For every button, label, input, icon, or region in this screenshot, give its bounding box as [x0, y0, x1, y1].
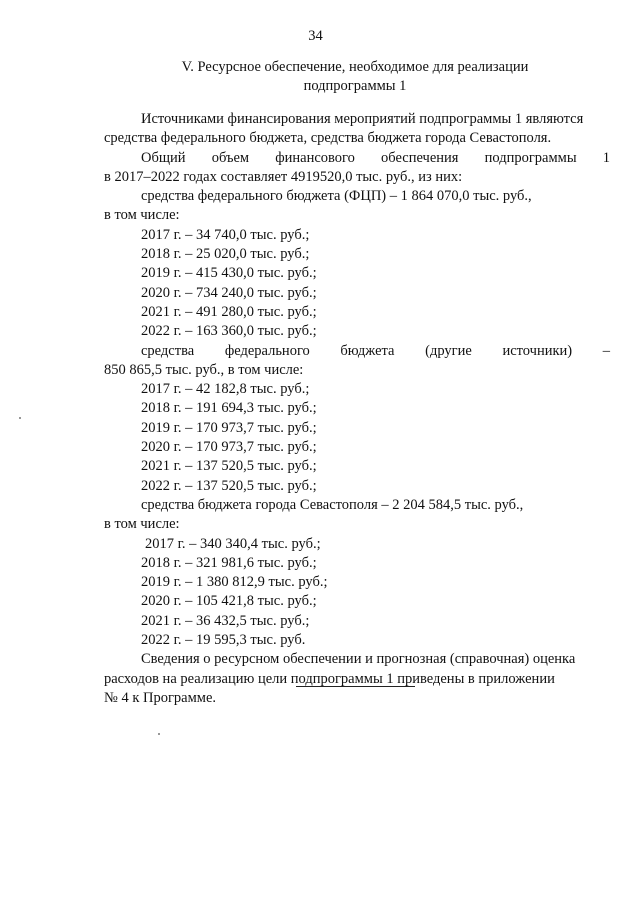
- section-title: [105, 58, 605, 96]
- city-total-line: средства бюджета города Севастополя – 2 204 584,5 тыс. руб.,: [141, 496, 524, 513]
- city-item-2020: 2020 г. – 105 421,8 тыс. руб.;: [141, 593, 317, 610]
- fcp-item-2021: 2021 г. – 491 280,0 тыс. руб.;: [141, 303, 317, 320]
- outro-line-1: Сведения о ресурсном обеспечении и прогнозная (справочная) оценка: [141, 651, 576, 668]
- other-subheading: 850 865,5 тыс. руб., в том числе:: [104, 361, 304, 378]
- other-item-2017: 2017 г. – 42 182,8 тыс. руб.;: [141, 381, 310, 398]
- other-item-2019: 2019 г. – 170 973,7 тыс. руб.;: [141, 419, 317, 436]
- fcp-item-2020: 2020 г. – 734 240,0 тыс. руб.;: [141, 284, 317, 301]
- other-total-line: средства федерального бюджета (другие источники) –: [141, 342, 610, 359]
- other-item-2022: 2022 г. – 137 520,5 тыс. руб.;: [141, 477, 317, 494]
- document-body: [104, 110, 610, 708]
- outro-line-2: расходов на реализацию цели подпрограммы 1 приведены в приложении: [104, 670, 555, 687]
- closing-rule: [296, 686, 415, 687]
- intro-line-2: средства федерального бюджета, средства бюджета города Севастополя.: [104, 130, 552, 147]
- scan-speck: [19, 417, 21, 419]
- fcp-item-2022: 2022 г. – 163 360,0 тыс. руб.;: [141, 323, 317, 340]
- fcp-subheading: в том числе:: [104, 207, 180, 224]
- fcp-item-2019: 2019 г. – 415 430,0 тыс. руб.;: [141, 265, 317, 282]
- scan-speck: [158, 733, 160, 735]
- other-item-2021: 2021 г. – 137 520,5 тыс. руб.;: [141, 458, 317, 475]
- section-title-line-2: подпрограммы 1: [303, 78, 407, 94]
- outro-line-3: № 4 к Программе.: [104, 689, 217, 706]
- fcp-total-line: средства федерального бюджета (ФЦП) – 1 864 070,0 тыс. руб.,: [141, 188, 532, 205]
- city-item-2019: 2019 г. – 1 380 812,9 тыс. руб.;: [141, 574, 328, 591]
- city-subheading: в том числе:: [104, 516, 180, 533]
- city-item-2018: 2018 г. – 321 981,6 тыс. руб.;: [141, 554, 317, 571]
- city-item-2017: 2017 г. – 340 340,4 тыс. руб.;: [145, 535, 321, 552]
- fcp-item-2018: 2018 г. – 25 020,0 тыс. руб.;: [141, 246, 310, 263]
- other-item-2020: 2020 г. – 170 973,7 тыс. руб.;: [141, 439, 317, 456]
- other-item-2018: 2018 г. – 191 694,3 тыс. руб.;: [141, 400, 317, 417]
- intro-line-4: в 2017–2022 годах составляет 4919520,0 тыс. руб., из них:: [104, 168, 463, 185]
- city-item-2021: 2021 г. – 36 432,5 тыс. руб.;: [141, 612, 310, 629]
- page-number: 34: [308, 28, 323, 44]
- city-item-2022: 2022 г. – 19 595,3 тыс. руб.: [141, 632, 306, 649]
- section-title-line-1: V. Ресурсное обеспечение, необходимое для реализации: [181, 59, 529, 75]
- fcp-item-2017: 2017 г. – 34 740,0 тыс. руб.;: [141, 226, 310, 243]
- intro-line-3: Общий объем финансового обеспечения подпрограммы 1: [141, 149, 610, 166]
- intro-line-1: Источниками финансирования мероприятий подпрограммы 1 являются: [141, 111, 584, 127]
